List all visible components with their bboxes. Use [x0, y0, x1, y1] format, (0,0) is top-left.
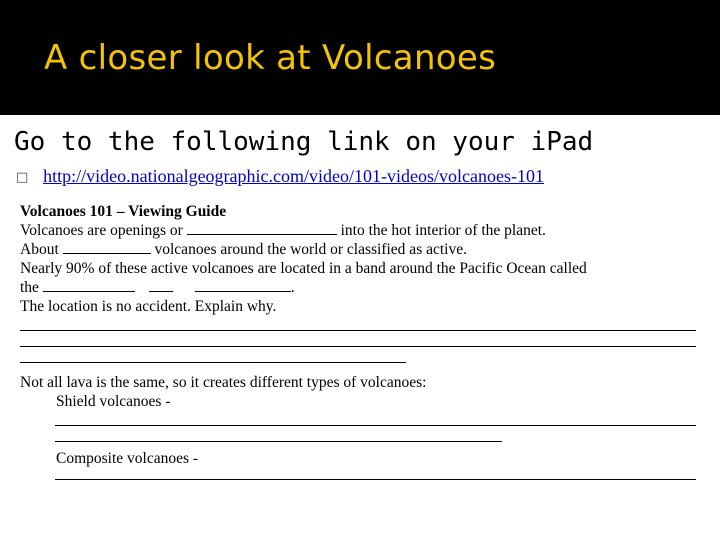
link-row [16, 166, 544, 187]
guide-line-lava-types: Not all lava is the same, so it creates different types of volcanoes: [20, 374, 427, 391]
guide-line-openings [20, 221, 700, 240]
guide-heading: Volcanoes 101 – Viewing Guide [20, 203, 227, 220]
guide-line-explain: The location is no accident. Explain why. [20, 298, 277, 315]
fill-in-blank[interactable] [43, 278, 135, 292]
answer-line[interactable] [20, 335, 700, 354]
video-link[interactable]: http://video.nationalgeographic.com/video/101-videos/volcanoes-101 [43, 166, 544, 186]
fill-in-blank[interactable] [187, 221, 337, 235]
answer-line[interactable] [20, 354, 700, 373]
composite-volcanoes-label: Composite volcanoes - [56, 450, 199, 467]
guide-text: into the hot interior of the planet. [336, 222, 546, 239]
fill-in-blank[interactable] [149, 278, 173, 292]
slide-title: A closer look at Volcanoes [44, 38, 497, 78]
fill-in-blank[interactable] [195, 278, 291, 292]
answer-line[interactable] [20, 430, 700, 449]
viewing-guide [20, 202, 700, 487]
answer-line[interactable] [20, 411, 700, 430]
guide-line-pacific: Nearly 90% of these active volcanoes are located in a band around the Pacific Ocean called [20, 260, 587, 277]
answer-line[interactable] [20, 468, 700, 487]
fill-in-blank[interactable] [63, 240, 151, 254]
guide-text: the [20, 279, 43, 296]
shield-volcanoes-label: Shield volcanoes - [56, 393, 171, 410]
guide-text: . [290, 279, 295, 296]
guide-text: About [20, 241, 63, 258]
guide-text: Volcanoes are openings or [20, 222, 187, 239]
guide-line-the [20, 278, 700, 297]
answer-line[interactable] [20, 316, 700, 335]
bullet-icon: □ [16, 170, 29, 185]
slide-subtitle: Go to the following link on your iPad [14, 127, 594, 157]
guide-text: volcanoes around the world or classified as active. [150, 241, 467, 258]
guide-line-about [20, 240, 700, 259]
